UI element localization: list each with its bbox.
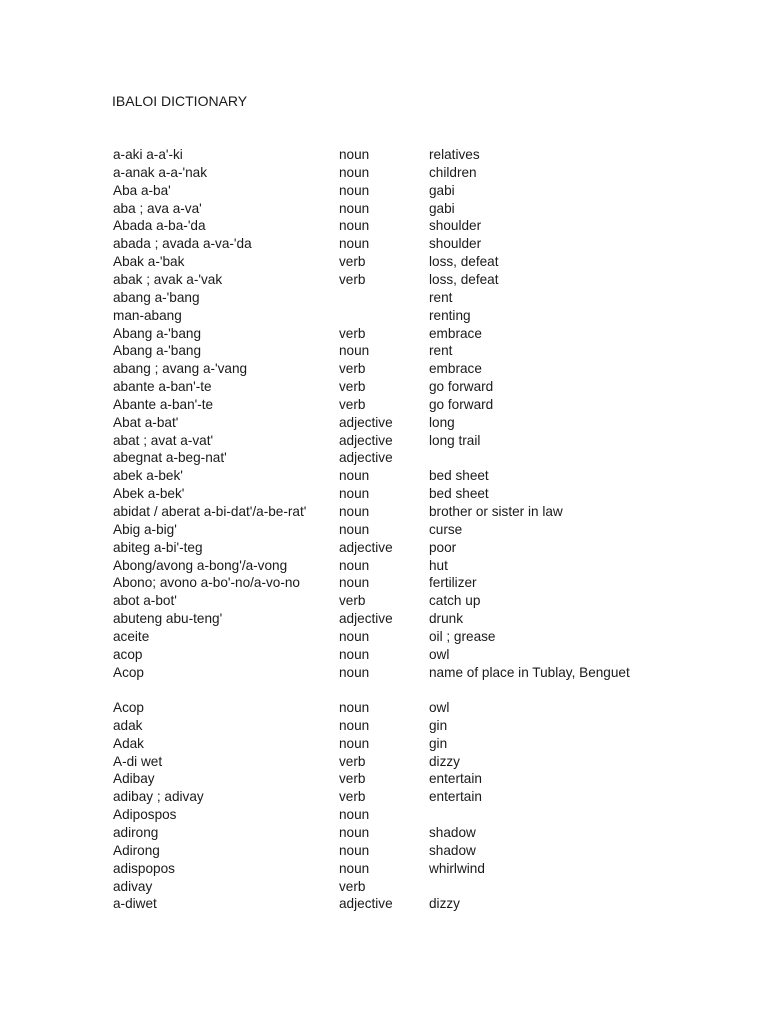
entry-word: Abak a-'bak <box>113 254 185 270</box>
dictionary-entry <box>113 503 733 521</box>
entry-word: Abada a-ba-'da <box>113 218 206 234</box>
entry-word: Abek a-bek' <box>113 486 185 502</box>
dictionary-entry <box>113 217 733 235</box>
entry-meaning: whirlwind <box>429 860 485 876</box>
dictionary-entry <box>113 200 733 218</box>
entry-part-of-speech: noun <box>339 842 370 858</box>
dictionary-entry <box>113 860 733 878</box>
entry-meaning: fertilizer <box>429 575 477 591</box>
entry-meaning: poor <box>429 539 457 555</box>
dictionary-entry <box>113 235 733 253</box>
entry-meaning: oil ; grease <box>429 628 496 644</box>
entry-word: Acop <box>113 664 144 680</box>
entry-word: Adirong <box>113 842 160 858</box>
entry-word: adispopos <box>113 860 175 876</box>
entry-word: Adak <box>113 735 144 751</box>
dictionary-entry <box>113 182 733 200</box>
entry-part-of-speech: noun <box>339 575 370 591</box>
entry-meaning: entertain <box>429 789 482 805</box>
dictionary-entry <box>113 467 733 485</box>
entry-part-of-speech: noun <box>339 504 370 519</box>
entry-meaning: entertain <box>429 771 482 787</box>
entry-word: Abong/avong a-bong'/a-vong <box>113 557 288 573</box>
dictionary-entry <box>113 628 733 646</box>
entry-part-of-speech: noun <box>339 860 370 876</box>
entry-word: Acop <box>113 700 144 715</box>
entry-part-of-speech: verb <box>339 361 366 377</box>
entry-meaning: dizzy <box>429 753 460 769</box>
entry-word: abuteng abu-teng' <box>113 611 223 627</box>
dictionary-entry <box>113 788 733 806</box>
dictionary-entry <box>113 717 733 735</box>
dictionary-entry <box>113 574 733 592</box>
entry-word: Abig a-big' <box>113 521 177 537</box>
entry-part-of-speech: noun <box>339 236 370 252</box>
entry-part-of-speech: noun <box>339 182 370 198</box>
dictionary-entry <box>113 271 733 289</box>
entry-meaning: embrace <box>429 325 482 341</box>
entry-word: adak <box>113 717 143 733</box>
dictionary-entry <box>113 485 733 503</box>
entry-word: a-diwet <box>113 896 157 912</box>
entry-word: abek a-bek' <box>113 468 183 484</box>
dictionary-entry <box>113 325 733 343</box>
entry-word: aba ; ava a-va' <box>113 200 202 216</box>
dictionary-entry <box>113 610 733 628</box>
dictionary-entry <box>113 895 733 913</box>
entry-part-of-speech: noun <box>339 646 370 662</box>
entry-meaning: gabi <box>429 182 455 198</box>
entry-meaning: rent <box>429 343 453 359</box>
entry-word: adibay ; adivay <box>113 789 204 805</box>
entry-part-of-speech: noun <box>339 147 370 162</box>
entry-word: abidat / aberat a-bi-dat'/a-be-rat' <box>113 504 307 519</box>
entry-part-of-speech: noun <box>339 824 370 840</box>
entry-meaning: hut <box>429 557 448 573</box>
dictionary-entry <box>113 449 733 467</box>
entry-word: Adibay <box>113 771 155 787</box>
entry-word: adivay <box>113 878 153 894</box>
entry-word: abiteg a-bi'-teg <box>113 539 203 555</box>
dictionary-entry <box>113 253 733 271</box>
entry-part-of-speech: noun <box>339 521 370 537</box>
entry-meaning: brother or sister in law <box>429 504 563 519</box>
dictionary-entry <box>113 557 733 575</box>
dictionary-entry <box>113 360 733 378</box>
dictionary-entry <box>113 646 733 664</box>
dictionary-entry <box>113 664 733 682</box>
entry-part-of-speech: verb <box>339 325 366 341</box>
entry-meaning: catch up <box>429 593 481 609</box>
entry-part-of-speech: noun <box>339 735 370 751</box>
entry-word: abang ; avang a-'vang <box>113 361 248 377</box>
entry-part-of-speech: noun <box>339 200 370 216</box>
entry-word: A-di wet <box>113 753 163 769</box>
entry-meaning: shadow <box>429 824 476 840</box>
entry-part-of-speech: verb <box>339 254 366 270</box>
dictionary-entry <box>113 432 733 450</box>
entry-meaning: go forward <box>429 379 494 395</box>
entry-part-of-speech: verb <box>339 593 366 609</box>
entry-part-of-speech: verb <box>339 271 366 287</box>
entry-meaning: children <box>429 164 477 180</box>
entry-part-of-speech: verb <box>339 878 366 894</box>
entry-word: Adipospos <box>113 807 177 823</box>
entry-word: a-anak a-a-'nak <box>113 164 208 180</box>
dictionary-entry <box>113 842 733 860</box>
entry-meaning: owl <box>429 646 450 662</box>
entry-meaning: go forward <box>429 396 494 412</box>
entry-part-of-speech: verb <box>339 753 366 769</box>
entry-meaning: owl <box>429 700 450 715</box>
entry-part-of-speech: noun <box>339 468 370 484</box>
dictionary-entry <box>113 146 733 164</box>
entry-part-of-speech: noun <box>339 628 370 644</box>
entry-meaning: bed sheet <box>429 486 489 502</box>
entry-word: man-abang <box>113 307 182 323</box>
entry-meaning: rent <box>429 289 453 305</box>
entry-meaning: shadow <box>429 842 476 858</box>
entry-meaning: embrace <box>429 361 482 377</box>
entry-word: Abang a-'bang <box>113 343 202 359</box>
entry-part-of-speech: verb <box>339 379 366 395</box>
entry-meaning: loss, defeat <box>429 254 499 270</box>
dictionary-entry <box>113 806 733 824</box>
entry-part-of-speech: adjective <box>339 450 393 466</box>
entry-meaning: long trail <box>429 432 481 448</box>
entry-meaning: renting <box>429 307 471 323</box>
dictionary-entry <box>113 396 733 414</box>
dictionary-entry <box>113 164 733 182</box>
entry-word: aceite <box>113 628 150 644</box>
entry-meaning: long <box>429 414 455 430</box>
entry-part-of-speech: noun <box>339 664 370 680</box>
entry-meaning: shoulder <box>429 236 482 252</box>
entry-part-of-speech: noun <box>339 486 370 502</box>
entry-word: Abat a-bat' <box>113 414 179 430</box>
entry-part-of-speech: adjective <box>339 611 393 627</box>
entry-meaning: name of place in Tublay, Benguet <box>429 664 630 680</box>
entry-meaning: bed sheet <box>429 468 489 484</box>
entry-word: adirong <box>113 824 159 840</box>
entry-part-of-speech: noun <box>339 807 370 823</box>
entry-part-of-speech: noun <box>339 343 370 359</box>
entry-part-of-speech: noun <box>339 218 370 234</box>
dictionary-entry <box>113 342 733 360</box>
entry-part-of-speech: verb <box>339 789 366 805</box>
dictionary-entry <box>113 753 733 771</box>
entry-meaning: relatives <box>429 147 480 162</box>
entry-part-of-speech: noun <box>339 164 370 180</box>
entry-part-of-speech: noun <box>339 700 370 715</box>
entry-part-of-speech: noun <box>339 557 370 573</box>
dictionary-entry <box>113 770 733 788</box>
dictionary-entry <box>113 735 733 753</box>
entry-meaning: gin <box>429 717 448 733</box>
entry-word: abot a-bot' <box>113 593 177 609</box>
entry-word: abang a-'bang <box>113 289 200 305</box>
dictionary-entry <box>113 824 733 842</box>
entry-part-of-speech: noun <box>339 717 370 733</box>
dictionary-entry <box>113 289 733 307</box>
entry-word: Abante a-ban'-te <box>113 396 214 412</box>
entry-word: abante a-ban'-te <box>113 379 212 395</box>
dictionary-entry <box>113 539 733 557</box>
entry-part-of-speech: verb <box>339 396 366 412</box>
entry-part-of-speech: verb <box>339 771 366 787</box>
dictionary-entry <box>113 521 733 539</box>
entry-part-of-speech: adjective <box>339 432 393 448</box>
entry-word: a-aki a-a'-ki <box>113 147 183 162</box>
entry-meaning: loss, defeat <box>429 271 499 287</box>
entry-meaning: drunk <box>429 611 464 627</box>
entry-word: Abono; avono a-bo'-no/a-vo-no <box>113 575 300 591</box>
dictionary-entry <box>113 878 733 896</box>
dictionary-entry <box>113 699 733 717</box>
page-title: IBALOI DICTIONARY <box>112 93 248 109</box>
entry-word: abak ; avak a-'vak <box>113 271 223 287</box>
entry-part-of-speech: adjective <box>339 539 393 555</box>
dictionary-entry <box>113 378 733 396</box>
entry-word: abat ; avat a-vat' <box>113 432 214 448</box>
entry-word: abada ; avada a-va-'da <box>113 236 252 252</box>
entry-part-of-speech: adjective <box>339 896 393 912</box>
entry-meaning: dizzy <box>429 896 460 912</box>
entry-meaning: gabi <box>429 200 455 216</box>
entry-word: Aba a-ba' <box>113 182 171 198</box>
entry-word: Abang a-'bang <box>113 325 202 341</box>
entry-meaning: curse <box>429 521 463 537</box>
entry-word: acop <box>113 646 143 662</box>
entry-meaning: gin <box>429 735 448 751</box>
dictionary-entry <box>113 414 733 432</box>
entry-part-of-speech: adjective <box>339 414 393 430</box>
entry-word: abegnat a-beg-nat' <box>113 450 227 466</box>
entry-meaning: shoulder <box>429 218 482 234</box>
dictionary-entry <box>113 307 733 325</box>
dictionary-entry <box>113 592 733 610</box>
